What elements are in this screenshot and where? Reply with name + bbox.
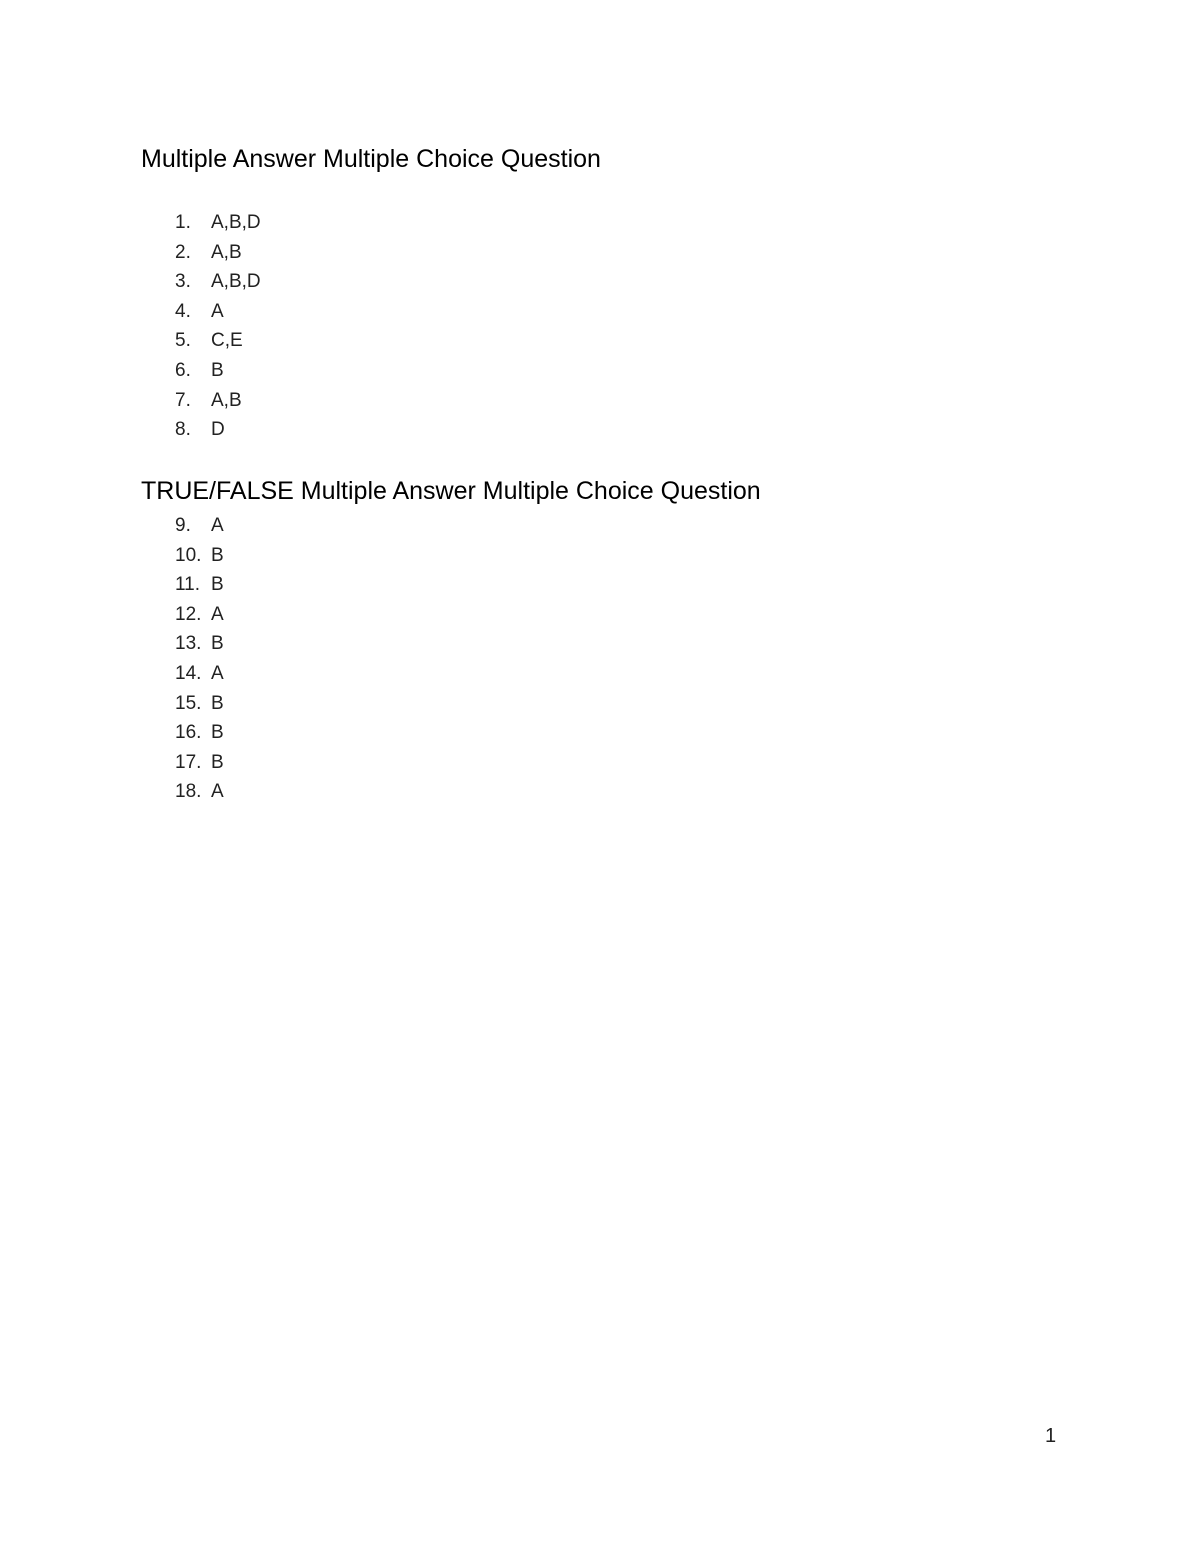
answer-value: A,B [211,389,242,411]
answer-value: B [211,633,224,655]
answer-value: A,B,D [211,271,261,293]
answer-list-multiple-answer [175,208,261,445]
answer-item [175,238,261,268]
answer-item [175,659,224,689]
answer-number: 13. [175,633,202,655]
answer-number: 12. [175,603,202,625]
answer-value: B [211,544,224,566]
answer-item [175,689,224,719]
answer-item [175,297,261,327]
answer-number: 6. [175,359,191,381]
answer-number: 11. [175,574,201,596]
answer-number: 16. [175,722,202,744]
answer-number: 2. [175,241,191,263]
answer-value: A [211,662,224,684]
answer-number: 15. [175,692,202,714]
answer-item [175,267,261,297]
answer-value: A [211,781,224,803]
answer-value: A [211,603,224,625]
answer-item [175,541,224,571]
answer-item [175,748,224,778]
answer-number: 14. [175,662,202,684]
answer-item [175,511,224,541]
section-heading-true-false: TRUE/FALSE Multiple Answer Multiple Choice Question [141,477,761,505]
answer-item [175,570,224,600]
answer-item [175,777,224,807]
answer-item [175,208,261,238]
answer-number: 18. [175,781,202,803]
answer-number: 8. [175,419,191,441]
section-heading-multiple-answer: Multiple Answer Multiple Choice Question [141,145,601,173]
answer-list-true-false [175,511,224,807]
answer-number: 9. [175,515,191,536]
answer-value: B [211,751,224,773]
answer-value: A,B,D [211,212,261,233]
answer-number: 17. [175,751,202,773]
answer-value: B [211,574,224,596]
page-number: 1 [1045,1425,1057,1447]
answer-value: B [211,692,224,714]
answer-item [175,356,261,386]
answer-number: 4. [175,300,191,322]
answer-item [175,386,261,416]
answer-item [175,629,224,659]
answer-value: B [211,359,224,381]
answer-value: A [211,300,224,322]
answer-value: C,E [211,330,243,352]
answer-number: 3. [175,271,191,293]
answer-value: A [211,515,224,536]
answer-number: 10. [175,544,202,566]
answer-item [175,326,261,356]
answer-item [175,600,224,630]
answer-number: 1. [175,212,191,233]
answer-value: D [211,419,225,441]
answer-value: A,B [211,241,242,263]
answer-value: B [211,722,224,744]
answer-item [175,718,224,748]
answer-number: 7. [175,389,191,411]
answer-number: 5. [175,330,191,352]
answer-item [175,415,261,445]
